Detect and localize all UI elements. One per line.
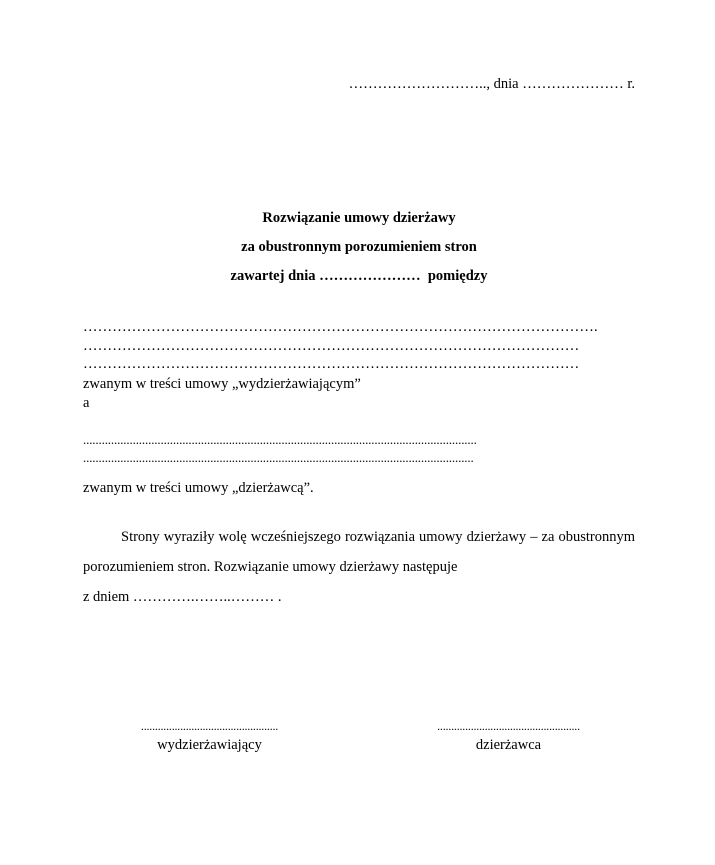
document-title-block <box>83 204 635 291</box>
lessee-blank-line-1: ............................................................................................................................... <box>83 431 477 447</box>
date-placeholder-line: ……………………….., dnia ………………… r. <box>348 76 635 92</box>
signature-lessor <box>83 720 368 757</box>
title-line-3-contract-date: zawartej dnia ………………… pomiędzy <box>230 268 488 284</box>
document-body <box>83 318 635 612</box>
title-line-1: Rozwiązanie umowy dzierżawy <box>262 210 456 226</box>
parties-conjunction: a <box>83 394 90 411</box>
title-line-2: za obustronnym porozumieniem stron <box>241 239 477 255</box>
termination-effective-date-line: z dniem ………….……..……… . <box>83 588 282 605</box>
paragraph-spacer <box>83 498 635 522</box>
lessor-blank-line-3: ………………………………………………………………………………………… <box>83 356 580 372</box>
signature-label-lessee: dzierżawca <box>475 737 542 753</box>
inner-spacer <box>83 468 635 478</box>
termination-paragraph <box>83 522 635 582</box>
signature-lessee <box>368 720 635 757</box>
termination-paragraph-text: Strony wyraziły wolę wcześniejszego rozwiązania umowy dzierżawy – za obustronnym porozumieniem stron. Rozwiązanie umowy dzierżawy następuje <box>83 528 635 575</box>
signature-line-lessee: ................................................... <box>437 720 580 733</box>
lessor-blank-line-2: ………………………………………………………………………………………… <box>83 337 580 354</box>
signature-line-lessor: ................................................. <box>140 720 279 733</box>
lessee-block <box>83 431 635 498</box>
lessor-label: zwanym w treści umowy „wydzierżawiającym” <box>83 375 361 392</box>
lessee-blank-line-2: .............................................................................................................................. <box>83 450 474 465</box>
signature-label-lessor: wydzierżawiający <box>157 737 262 753</box>
lessor-blank-line-1: ……………………………………………………………………………………………. <box>83 319 598 335</box>
block-spacer <box>83 413 635 431</box>
lessor-block <box>83 318 635 413</box>
signature-block <box>83 720 635 757</box>
lessee-label: zwanym w treści umowy „dzierżawcą”. <box>83 479 314 496</box>
